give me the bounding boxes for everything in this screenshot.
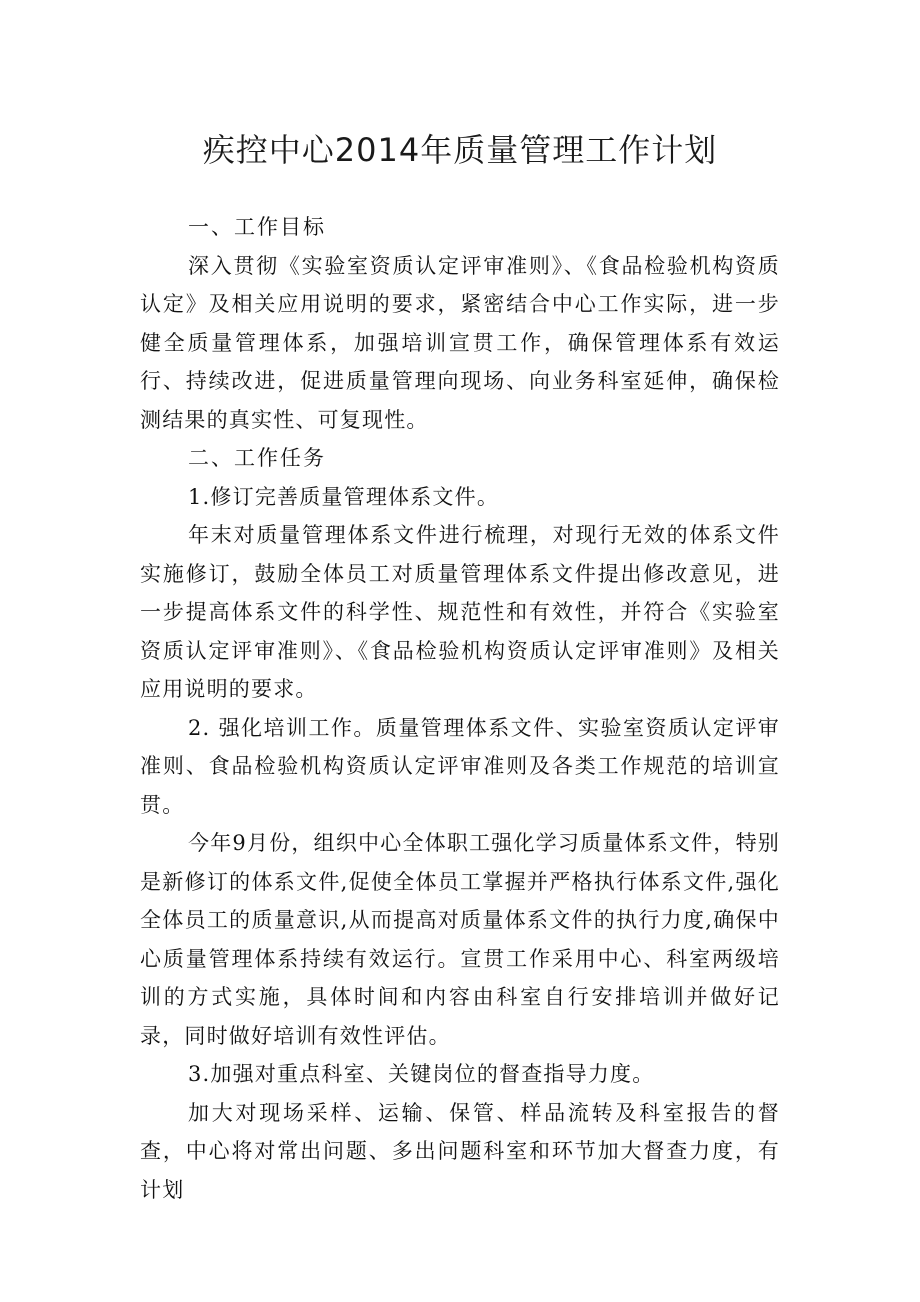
section-heading-work-tasks: 二、工作任务 <box>188 446 326 470</box>
paragraph-work-goals: 深入贯彻《实验室资质认定评审准则》、《食品检验机构资质认定》及相关应用说明的要求，紧密结合中心工作实际，进一步健全质量管理体系，加强培训宣贯工作，确保管理体系有效运行、持续改进，促进质量管理向现场、向业务科室延伸，确保检测结果的真实性、可复现性。 <box>140 253 780 432</box>
paragraph-strengthen-training: 2. 强化培训工作。质量管理体系文件、实验室资质认定评审准则、食品检验机构资质认定评审准则及各类工作规范的培训宣贯。 <box>140 715 780 817</box>
document-title: 疾控中心2014年质量管理工作计划 <box>202 131 718 169</box>
paragraph-revise-documents: 年末对质量管理体系文件进行梳理，对现行无效的体系文件实施修订，鼓励全体员工对质量管理体系文件提出修改意见，进一步提高体系文件的科学性、规范性和有效性，并符合《实验室资质认定评审准则》、《食品检验机构资质认定评审准则》及相关应用说明的要求。 <box>140 523 780 701</box>
task-heading-revise-documents: 1.修订完善质量管理体系文件。 <box>188 484 500 509</box>
section-heading-work-goals: 一、工作目标 <box>188 215 326 239</box>
document-body <box>140 208 780 1209</box>
paragraph-supervision: 加大对现场采样、运输、保管、样品流转及科室报告的督查，中心将对常出问题、多出问题科室和环节加大督查力度，有计划 <box>140 1100 780 1202</box>
task-heading-supervision: 3.加强对重点科室、关键岗位的督查指导力度。 <box>188 1062 655 1086</box>
paragraph-training-details: 今年9月份，组织中心全体职工强化学习质量体系文件，特别是新修订的体系文件,促使全体员工掌握并严格执行体系文件,强化全体员工的质量意识,从而提高对质量体系文件的执行力度,确保中心质量管理体系持续有效运行。宣贯工作采用中心、科室两级培训的方式实施，具体时间和内容由科室自行安排培训并做好记录，同时做好培训有效性评估。 <box>140 831 780 1048</box>
